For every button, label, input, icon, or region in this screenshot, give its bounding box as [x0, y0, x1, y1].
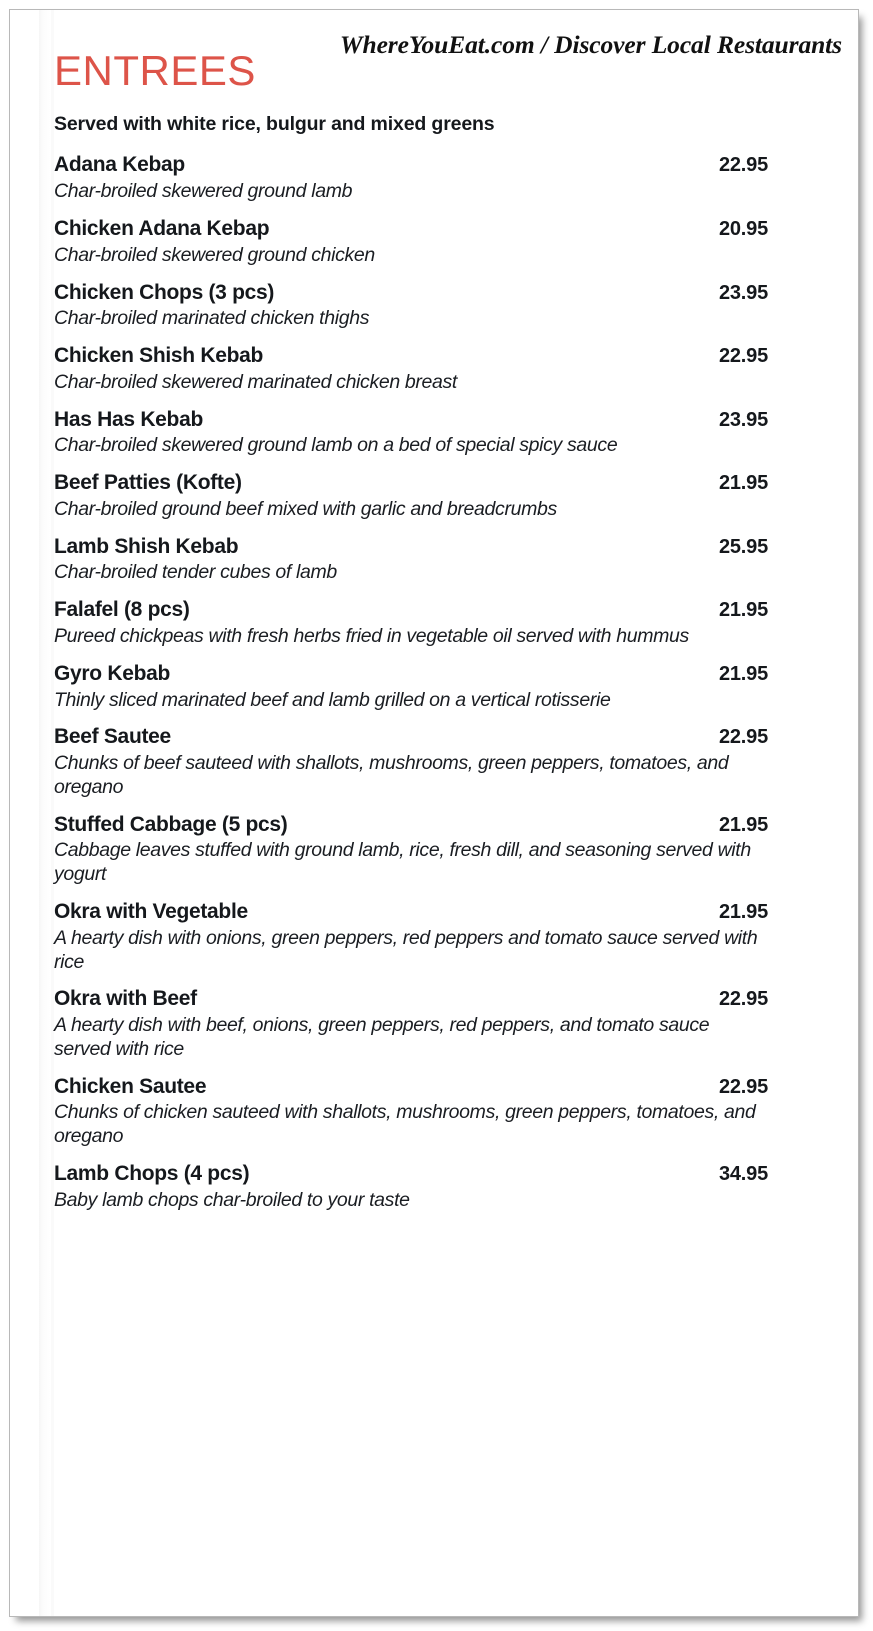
section-subtitle: Served with white rice, bulgur and mixed greens — [54, 113, 495, 135]
menu-item-header — [54, 408, 768, 433]
menu-item-name: Chicken Shish Kebab — [54, 344, 264, 368]
menu-item-header — [54, 598, 768, 623]
menu-item-description: Baby lamb chops char-broiled to your taste — [54, 1188, 410, 1211]
menu-item-price: 22.95 — [718, 345, 768, 368]
menu-item-price: 23.95 — [718, 408, 768, 431]
menu-item-8 — [54, 662, 768, 713]
menu-item-header — [54, 1075, 768, 1100]
menu-item-13 — [54, 1075, 768, 1149]
site-watermark: WhereYouEat.com / Discover Local Restaurants — [339, 30, 842, 59]
menu-item-description: Char-broiled ground beef mixed with garlic and breadcrumbs — [54, 497, 557, 520]
menu-item-description: A hearty dish with onions, green peppers, red peppers and tomato sauce served with rice — [54, 926, 758, 973]
menu-item-name: Chicken Chops (3 pcs) — [54, 280, 275, 304]
menu-item-9 — [54, 725, 768, 799]
menu-item-10 — [54, 813, 768, 887]
menu-item-name: Gyro Kebab — [54, 661, 171, 685]
menu-item-price: 22.95 — [718, 154, 768, 177]
menu-item-description: Chunks of beef sauteed with shallots, mushrooms, green peppers, tomatoes, and oregano — [54, 752, 729, 798]
menu-item-header — [54, 900, 768, 925]
menu-item-name: Okra with Beef — [54, 987, 197, 1011]
menu-item-header — [54, 1162, 768, 1187]
menu-item-description: Char-broiled skewered marinated chicken breast — [54, 370, 457, 393]
menu-item-price: 21.95 — [718, 599, 768, 622]
menu-item-price: 22.95 — [718, 1075, 768, 1098]
menu-item-name: Beef Sautee — [54, 725, 171, 749]
menu-item-price: 22.95 — [718, 726, 768, 749]
menu-item-5 — [54, 471, 768, 522]
menu-item-3 — [54, 344, 768, 395]
menu-item-name: Beef Patties (Kofte) — [54, 471, 242, 495]
menu-item-price: 23.95 — [718, 281, 768, 304]
menu-item-description: Char-broiled skewered ground lamb — [54, 180, 353, 203]
menu-item-header — [54, 153, 768, 178]
menu-item-header — [54, 725, 768, 750]
menu-item-header — [54, 813, 768, 838]
menu-item-name: Stuffed Cabbage (5 pcs) — [54, 812, 288, 836]
menu-item-name: Chicken Adana Kebap — [54, 216, 270, 240]
menu-item-header — [54, 535, 768, 560]
menu-item-price: 21.95 — [718, 901, 768, 924]
menu-item-description: Chunks of chicken sauteed with shallots, mushrooms, green peppers, tomatoes, and oregano — [54, 1101, 756, 1148]
page-title: ENTREES — [54, 47, 256, 94]
menu-item-header — [54, 471, 768, 496]
menu-item-6 — [54, 535, 768, 586]
menu-content — [10, 10, 858, 1226]
menu-item-description: Thinly sliced marinated beef and lamb grilled on a vertical rotisserie — [54, 688, 611, 711]
menu-item-header — [54, 217, 768, 242]
menu-item-description: Char-broiled skewered ground lamb on a bed of special spicy sauce — [54, 434, 618, 457]
menu-item-header — [54, 662, 768, 687]
menu-item-name: Falafel (8 pcs) — [54, 598, 190, 622]
menu-item-description: Char-broiled tender cubes of lamb — [54, 561, 337, 584]
menu-item-description: Char-broiled marinated chicken thighs — [54, 307, 370, 330]
menu-item-price: 21.95 — [718, 662, 768, 685]
menu-item-name: Chicken Sautee — [54, 1074, 207, 1098]
menu-item-name: Okra with Vegetable — [54, 900, 248, 924]
menu-item-0 — [54, 153, 768, 204]
menu-item-name: Lamb Chops (4 pcs) — [54, 1162, 250, 1185]
menu-item-4 — [54, 408, 768, 459]
menu-item-price: 25.95 — [718, 535, 768, 558]
menu-item-7 — [54, 598, 768, 649]
menu-item-description: Char-broiled skewered ground chicken — [54, 243, 375, 266]
menu-item-name: Adana Kebap — [54, 153, 185, 177]
menu-item-name: Lamb Shish Kebab — [54, 534, 239, 558]
menu-item-header — [54, 281, 768, 306]
menu-item-description: Cabbage leaves stuffed with ground lamb, rice, fresh dill, and seasoning served with yogurt — [54, 839, 751, 886]
menu-item-price: 20.95 — [718, 217, 768, 240]
menu-item-14 — [54, 1162, 768, 1213]
menu-item-price: 34.95 — [718, 1163, 768, 1185]
menu-item-1 — [54, 217, 768, 268]
menu-item-price: 21.95 — [718, 813, 768, 836]
menu-item-list — [54, 153, 768, 1212]
menu-item-header — [54, 344, 768, 369]
menu-item-header — [54, 987, 768, 1012]
menu-item-description: Pureed chickpeas with fresh herbs fried in vegetable oil served with hummus — [54, 625, 689, 648]
menu-item-12 — [54, 987, 768, 1061]
menu-item-price: 22.95 — [718, 988, 768, 1011]
menu-item-11 — [54, 900, 768, 974]
menu-item-description: A hearty dish with beef, onions, green peppers, red peppers, and tomato sauce served with rice — [54, 1014, 710, 1060]
menu-page-sheet — [9, 9, 859, 1617]
menu-item-name: Has Has Kebab — [54, 407, 203, 431]
menu-item-2 — [54, 281, 768, 332]
menu-item-price: 21.95 — [718, 472, 768, 495]
